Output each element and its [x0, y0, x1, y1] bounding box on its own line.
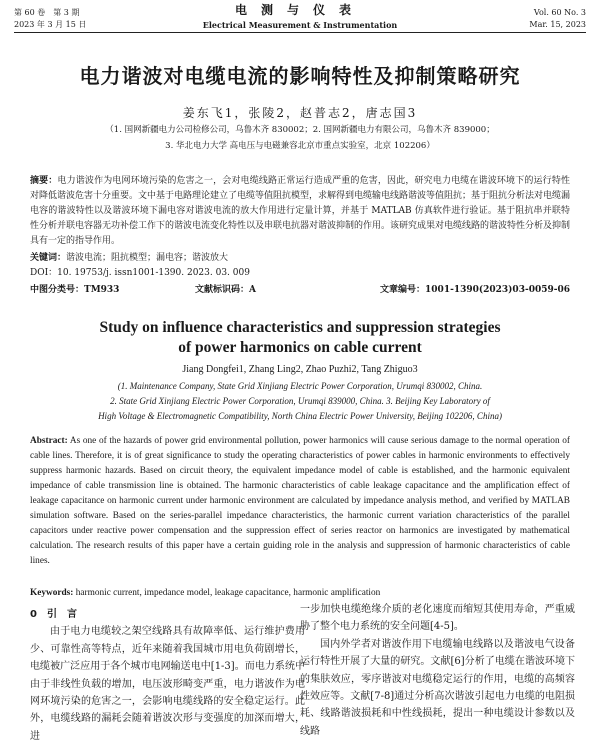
authors-cn: 姜东飞1，张陵2，赵普志2，唐志国3 [182, 106, 418, 120]
body-column-left [30, 606, 305, 742]
affiliation-en: High Voltage & Electromagnetic Compatibility, North China Electric Power University, Beijing 102206, China) [98, 411, 502, 421]
abstract-en-label: Abstract: [30, 436, 68, 446]
keywords-cn-text: 谐波电流；阻抗模型；漏电容；谐波放大 [66, 253, 229, 263]
volume-issue-en: Vol. 60 No. 3 [533, 8, 586, 17]
abstract-cn-label: 摘要： [30, 176, 58, 186]
body-column-right [300, 601, 575, 737]
paper-title-en-line: Study on influence characteristics and suppression strategies [99, 319, 501, 336]
doi: DOI：10. 19753/j. issn1001-1390. 2023. 03. 009 [30, 268, 250, 278]
paper-title-cn: 电力谐波对电缆电流的影响特性及抑制策略研究 [79, 64, 521, 88]
body-paragraph: 由于电力电缆较之架空线路具有故障率低、运行维护费用少、可靠性高等特点，近年来随着我国城市用电负荷剧增长，电缆被广泛应用于各个城市电网输送电中[1-3]。而电力系统中由于非线性负载的增加，电压波形畸变严重，电力谐波作为电网环境污染的危害之一，会影响电缆线路的安全稳定运行。此外，电缆线路的漏耗会随着谐波次形与变强度的加深而增大，进 [30, 626, 305, 742]
abstract-en [30, 434, 570, 586]
paper-title-en [0, 318, 600, 358]
article-number: 文章编号：1001-1390(2023)03-0059-06 [380, 285, 570, 295]
keywords-cn [30, 251, 570, 266]
clc-number: 中图分类号：TM933 [30, 285, 120, 295]
keywords-en [30, 586, 570, 601]
header-rule [14, 32, 586, 33]
affiliation-en: 2. State Grid Xinjiang Electric Power Corporation, Urumqi 839000, China. 3. Beijing Key Laboratory of [110, 396, 490, 406]
paper-title-en-line: of power harmonics on cable current [178, 339, 422, 356]
authors-en: Jiang Dongfei1, Zhang Ling2, Zhao Puzhi2, Tang Zhiguo3 [182, 364, 418, 375]
classification-row [30, 282, 570, 294]
affiliation-cn: 3. 华北电力大学 高电压与电磁兼容北京市重点实验室，北京 102206） [165, 141, 435, 151]
volume-issue-cn: 第 60 卷 第 3 期 [14, 8, 80, 17]
keywords-en-label: Keywords: [30, 588, 74, 598]
journal-name-cn: 电测与仪表 [234, 3, 365, 17]
date-cn: 2023 年 3 月 15 日 [14, 20, 87, 29]
affiliation-cn: （1. 国网新疆电力公司检修公司，乌鲁木齐 830002；2. 国网新疆电力有限公司，乌鲁木齐 839000； [105, 125, 495, 135]
abstract-cn-text: 电力谐波作为电网环境污染的危害之一，会对电缆线路正常运行造成严重的危害，因此，研究电力电缆在谐波环境下的运行特性对降低谐波危害十分重要。文中基于电路理论建立了电缆等值阻抗模型，求解得到电缆输电线路谐波等值阻抗；基于阻抗分析法对电缆漏电容的谐波特性以及谐波环境下漏电容对谐波电流的放大作用进行定量计算，并基于 MATLAB 仿真软件进行验证。基于阻抗串并联特性分析并联电容器无功补偿工作下的谐波电流变化特性以及串联电抗器对谐波抑制的作用。该研究成果对电缆线路的谐波特性分析及抑制具有一定的指导作用。 [30, 176, 571, 246]
date-en: Mar. 15, 2023 [529, 20, 586, 29]
keywords-en-text: harmonic current, impedance model, leakage capacitance, harmonic amplification [75, 588, 381, 598]
keywords-cn-label: 关键词： [30, 253, 67, 263]
abstract-cn [30, 174, 570, 252]
section-heading: 0 引 言 [30, 609, 77, 620]
body-paragraph: 一步加快电缆绝缘介质的老化速度而缩短其使用寿命，严重威胁了整个电力系统的安全问题[4-5]。 [300, 604, 575, 633]
affiliation-en: (1. Maintenance Company, State Grid Xinjiang Electric Power Corporation, Urumqi 830002, China. [117, 381, 483, 391]
journal-name-en: Electrical Measurement & Instrumentation [202, 20, 398, 30]
abstract-en-text: As one of the hazards of power grid environmental pollution, power harmonics will cause serious damage to the normal operation of cable lines. Therefore, it is of great significance to study the operating characteristics of power cables in harmonic environments to effectively suppress harmonic hazards. Based on circuit theory, the equivalent impedance model of cable is established, and the harmonic equivalent impedance of cable transmission line is obtained. The harmonic characteristics of cable leakage capacitance and the amplification effect of leakage capacitance on harmonic current under harmonic environment are calculated by impedance analysis method, and verified by MATLAB simulation software. Based on the series-parallel impedance characteristics, the harmonic current variation characteristics of the parallel capacitors under reactive power compensation and the suppression effect of series reactor on harmonics are investigated by mathematical calculation. The research results of this paper have a certain guiding role in the analysis and suppression of harmonic characteristics of cable lines. [30, 436, 571, 566]
body-paragraph: 国内外学者对谐波作用下电缆输电线路以及谐波电气设备运行特性开展了大量的研究。文献[6]分析了电缆在谐波环境下的集肤效应，零序谐波对电缆稳定运行的作用，电缆的高频容性效应等。文献[7-8]通过分析高次谐波引起电力电缆的电阻损耗、线路谐波损耗和中性线损耗，提出一种电缆设计参数以及线路 [300, 638, 575, 737]
running-header-top [14, 3, 586, 18]
document-code: 文献标识码：A [195, 285, 256, 295]
running-header-bottom [14, 20, 586, 30]
